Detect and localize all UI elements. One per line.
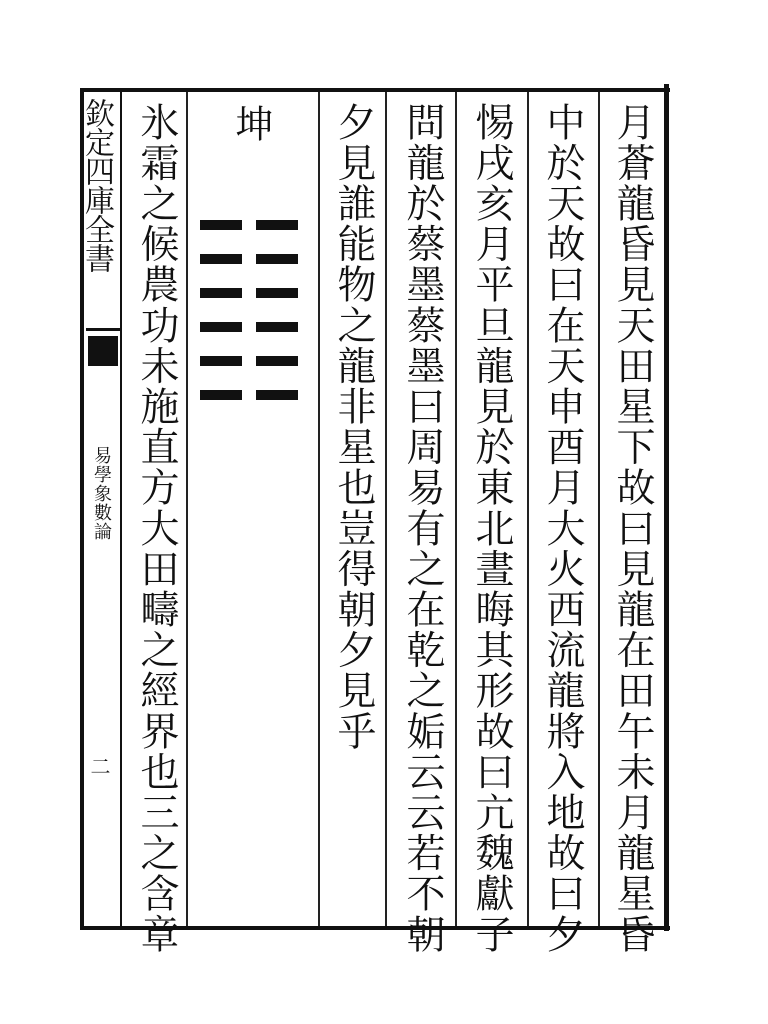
page-border-right (664, 84, 669, 931)
text-column-3: 惕戌亥月平旦龍見於東北晝晦其形故曰亢魏獻子 (469, 102, 514, 955)
fish-tail-mark (88, 336, 118, 366)
text-column-5: 夕見誰能物之龍非星也豈得朝夕見乎 (331, 102, 376, 752)
hexagram-name: 坤 (229, 104, 273, 142)
page-number: 二 (87, 756, 111, 776)
text-column-2: 中於天故曰在天申酉月大火西流龍將入地故曰夕 (540, 102, 585, 955)
collection-title: 欽定四庫全書 (79, 98, 114, 272)
hexagram-line-yin (200, 356, 298, 366)
hexagram-line-yin (200, 254, 298, 264)
text-column-1: 月蒼龍昏見天田星下故曰見龍在田午未月龍星昏 (610, 102, 655, 955)
text-column-4: 問龍於蔡墨蔡墨曰周易有之在乾之姤云云若不朝 (400, 102, 445, 955)
hexagram-line-yin (200, 390, 298, 400)
hexagram-line-yin (200, 322, 298, 332)
column-rule (527, 92, 529, 926)
margin-bar (86, 328, 120, 331)
work-title: 易學象數論 (91, 446, 112, 541)
text-column-6: 氷霜之候農功未施直方大田疇之經界也三之含章 (134, 102, 179, 955)
margin-divider (120, 92, 122, 928)
column-rule (186, 92, 188, 926)
column-rule (318, 92, 320, 926)
column-rule (598, 92, 600, 926)
hexagram-line-yin (200, 220, 298, 230)
hexagram-kun (200, 220, 298, 424)
hexagram-line-yin (200, 288, 298, 298)
column-rule (455, 92, 457, 926)
column-rule (385, 92, 387, 926)
page-border-top (80, 88, 670, 92)
